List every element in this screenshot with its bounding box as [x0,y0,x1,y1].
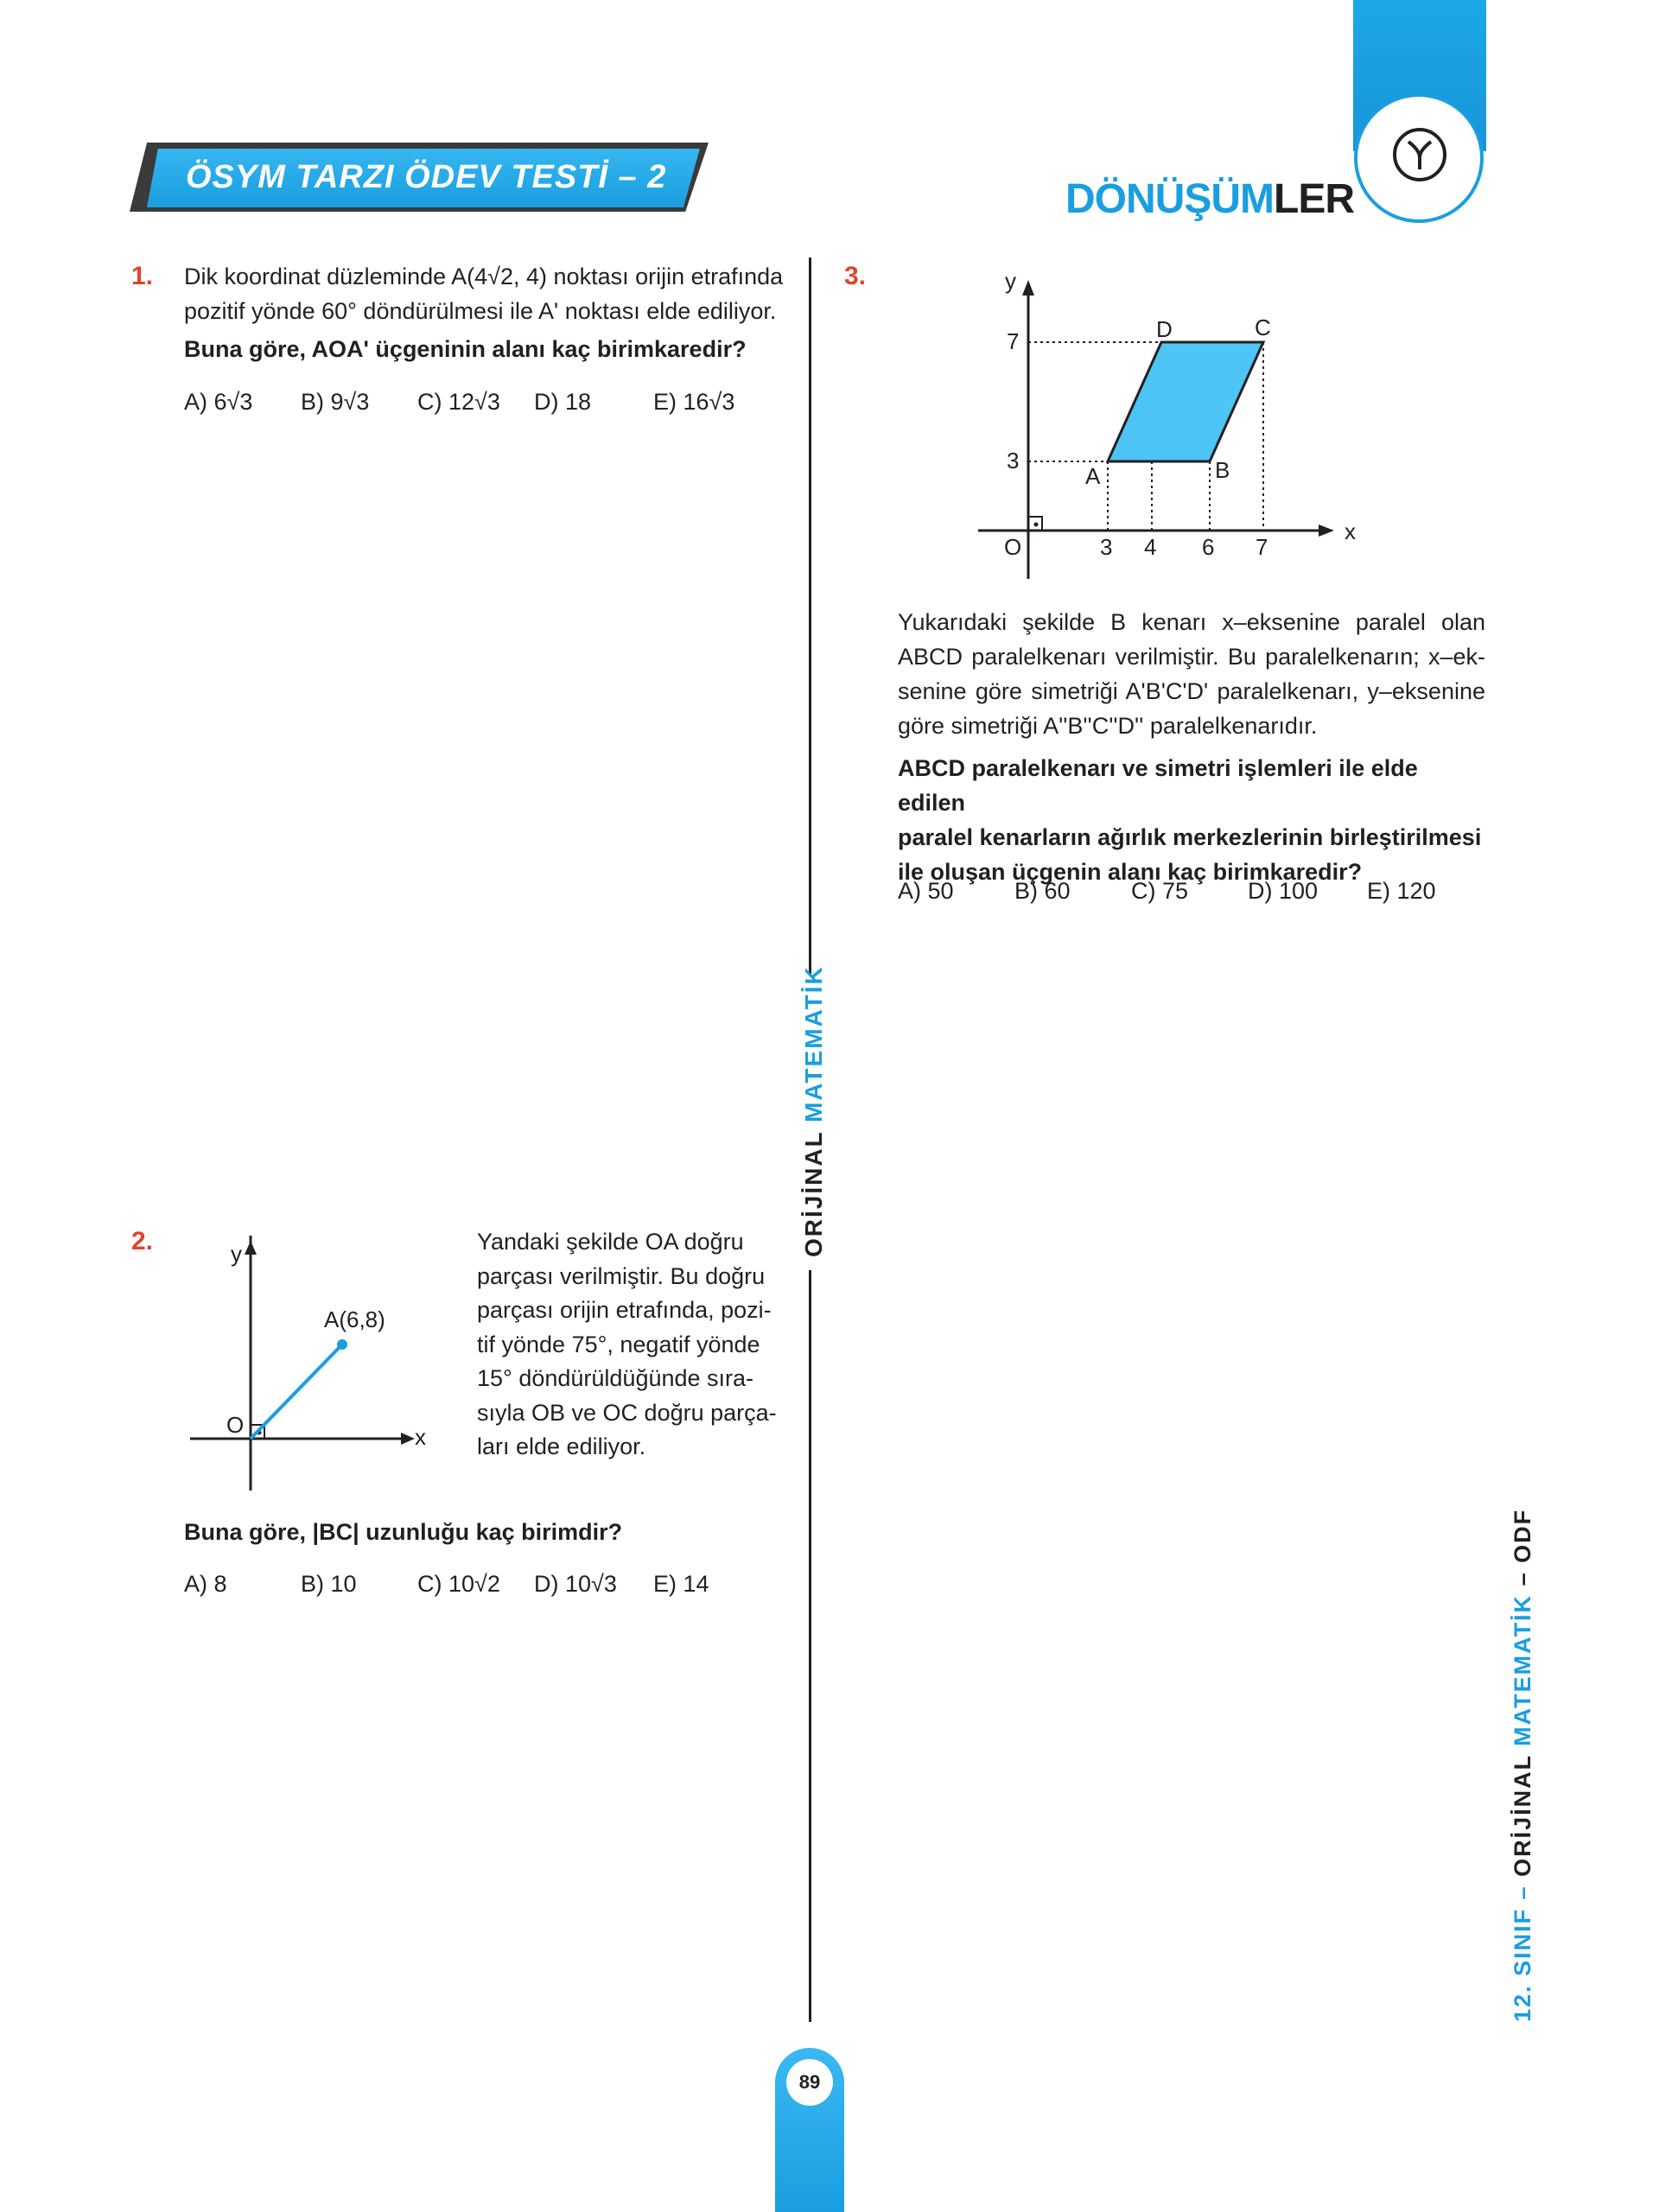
option-b[interactable]: B) 9√3 [301,389,370,415]
topic-title: DÖNÜŞÜMLER [1065,176,1354,222]
option-b[interactable]: B) 60 [1014,878,1071,904]
option-d[interactable]: D) 100 [1248,878,1319,904]
x-tick-4: 4 [1144,534,1157,560]
parallelogram-abcd [1108,342,1263,461]
question-3-text-last: göre simetriği A''B''C''D'' paralelkenarıdır. [898,713,1318,739]
x-arrow-icon [401,1433,415,1445]
question-3-number: 3. [844,262,867,290]
question-2-figure [181,1236,449,1495]
test-title: ÖSYM TARZI ÖDEV TESTİ – 2 [186,159,667,195]
point-a [337,1339,347,1350]
vertex-d-label: D [1156,316,1173,342]
y-tick-7: 7 [1007,328,1020,354]
vertex-b-label: B [1215,457,1230,483]
x-arrow-icon [1319,524,1334,537]
option-a[interactable]: A) 50 [898,878,954,904]
column-divider-top [809,257,811,975]
question-1-text: Dik koordinat düzleminde A(4√2, 4) noktası orijin etrafında pozitif yönde 60° döndürülmesi ile A' noktası elde ediliyor. Buna göre, AOA' üçgeninin alanı kaç birimkaredir? [184,264,784,362]
option-d[interactable]: D) 10√3 [534,1571,617,1597]
x-tick-6: 6 [1202,534,1215,560]
option-b[interactable]: B) 10 [301,1571,357,1597]
y-arrow-icon [1022,280,1034,296]
question-3-question: ABCD paralelkenarı ve simetri işlemleri ile elde edilen paralel kenarların ağırlık merkezlerinin birleştirilmesi ile oluşan üçgenin alanı kaç birimkaredir? [898,755,1482,885]
vertex-a-label: A [1085,463,1101,489]
vertex-c-label: C [1255,315,1271,340]
option-a[interactable]: A) 8 [184,1571,227,1597]
center-vertical-label: ORİJİNAL MATEMATİK [800,965,827,1257]
question-2-number: 2. [131,1227,154,1255]
origin-label: O [1004,534,1022,560]
point-a-label: A(6,8) [324,1306,385,1332]
y-logo-icon [1393,128,1446,181]
segment-oa [251,1344,342,1439]
option-c[interactable]: C) 75 [1131,878,1189,904]
x-tick-7: 7 [1256,534,1268,560]
y-tick-3: 3 [1007,448,1020,474]
option-c[interactable]: C) 12√3 [417,389,500,415]
right-vertical-label: 12. SINIF – ORİJİNAL MATEMATİK – ODF [1510,1508,1535,2022]
option-a[interactable]: A) 6√3 [184,389,253,415]
option-c[interactable]: C) 10√2 [417,1571,500,1597]
option-e[interactable]: E) 120 [1367,878,1436,904]
origin-label: O [226,1412,245,1438]
y-arrow-icon [245,1241,257,1255]
x-label: x [415,1424,426,1450]
question-2-question: Buna göre, |BC| uzunluğu kaç birimdir? [184,1519,623,1545]
x-tick-3: 3 [1100,534,1113,560]
question-2-text: Yandaki şekilde OA doğru parçası verilmiştir. Bu doğru parçası orijin etrafında, pozi- tif yönde 75°, negatif yönde 15° döndürüldüğünde sıra- sıyla OB ve OC doğru parça- ları elde ediliyor. [477,1229,777,1459]
y-label: y [1005,268,1016,294]
option-d[interactable]: D) 18 [534,389,592,415]
y-label: y [231,1241,242,1267]
question-3-text: Yukarıdaki şekilde B kenarı x–eksenine paralel olan ABCD paralelkenarı verilmiştir. Bu paralelkenarın; x–ek- senine göre simetriği A'B'C'D' paralelkenarı, y–eksenine [898,609,1485,704]
question-3-figure [968,268,1365,588]
question-1-number: 1. [131,262,154,290]
option-e[interactable]: E) 16√3 [653,389,735,415]
page-number: 89 [786,2059,833,2106]
column-divider-bottom [809,1270,811,2022]
option-e[interactable]: E) 14 [653,1571,709,1597]
x-label: x [1345,518,1356,544]
